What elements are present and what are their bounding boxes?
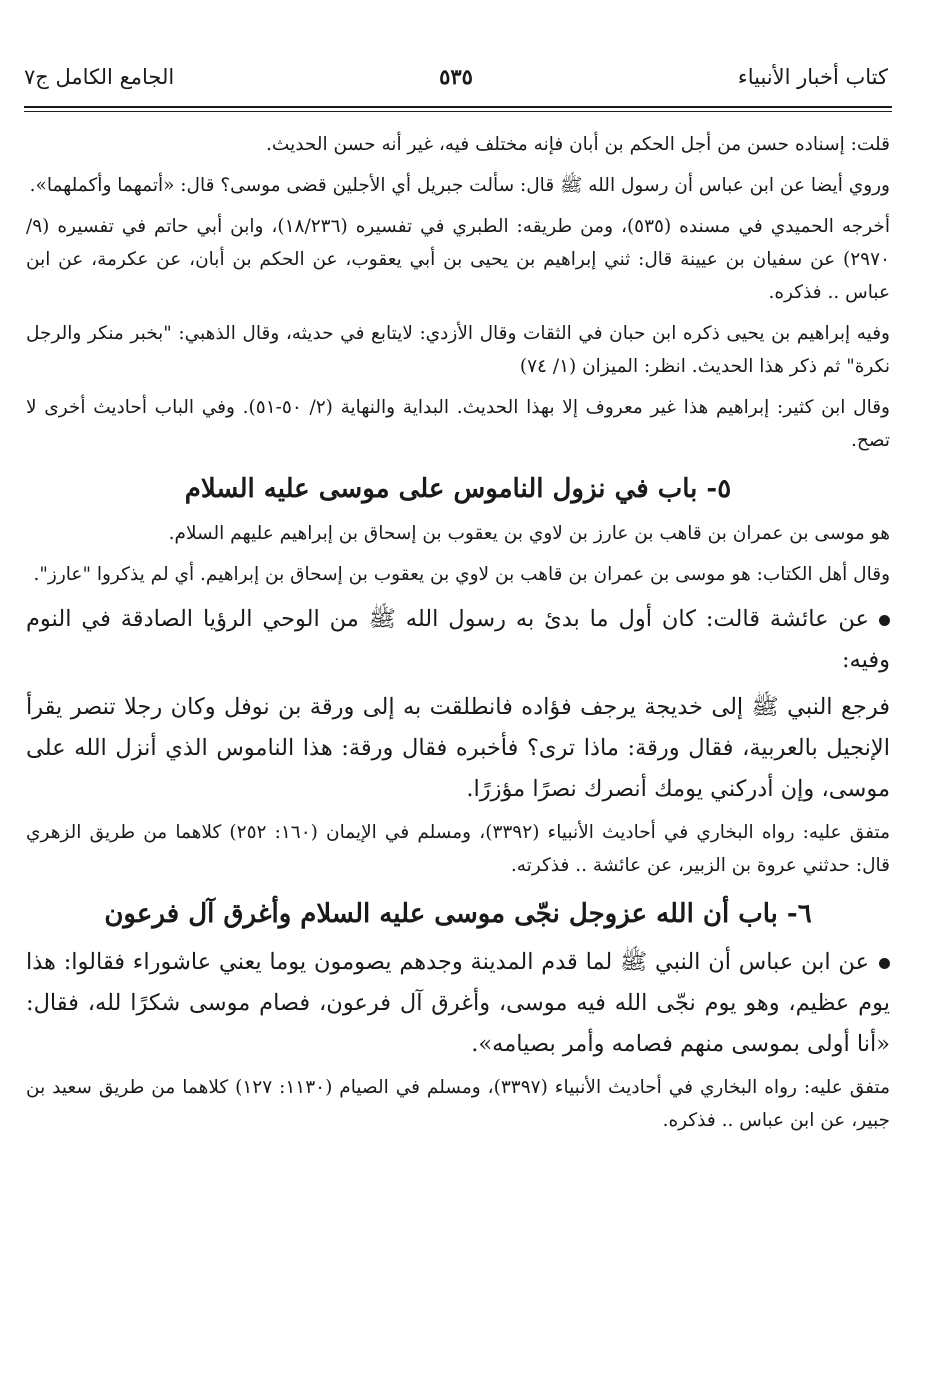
hadith-text: عن ابن عباس أن النبي ﷺ لما قدم المدينة وجدهم يصومون يوما يعني عاشوراء فقالوا: هذا يوم عظيم، وهو يوم نجّى الله فيه موسى، وأغرق آل فرعون، فصام موسى شكرًا لله، فقال: «أنا أولى بموسى منهم فصامه وأمر بصيامه». (26, 949, 890, 1057)
bullet-icon (879, 958, 890, 969)
commentary-paragraph: قلت: إسناده حسن من أجل الحكم بن أبان فإنه مختلف فيه، غير أنه حسن الحديث. (266, 134, 890, 155)
commentary-paragraph: وقال ابن كثير: إبراهيم هذا غير معروف إلا بهذا الحديث. البداية والنهاية (٢/ ٥٠-٥١). وفي الباب أحاديث أخرى لا تصح. (26, 397, 890, 451)
page-number: ٥٣٥ (439, 64, 473, 89)
header-rule-thin (24, 111, 892, 112)
lineage-paragraph: وقال أهل الكتاب: هو موسى بن عمران بن قاهب بن لاوي بن يعقوب بن إسحاق بن إبراهيم. أي لم يذكروا "عارز". (33, 564, 890, 585)
hadith-paragraph (26, 942, 890, 1065)
hadith-paragraph (26, 599, 890, 681)
hadith-paragraph: فرجع النبي ﷺ إلى خديجة يرجف فؤاده فانطلقت به إلى ورقة بن نوفل وكان رجلا تنصر يقرأ الإنجيل بالعربية، فقال ورقة: ماذا ترى؟ فأخبره فقال ورقة: هذا الناموس الذي أنزل الله على موسى، وإن أدركني يومك أنصرك نصرًا مؤزرًا. (26, 694, 890, 802)
takhrij-paragraph: أخرجه الحميدي في مسنده (٥٣٥)، ومن طريقه: الطبري في تفسيره (١٨/٢٣٦)، وابن أبي حاتم في تفسيره (٩/ ٢٩٧٠) عن سفيان بن عيينة قال: ثني إبراهيم بن يحيى بن أبي يعقوب، عن الحكم بن أبان، عن عكرمة، عن ابن عباس .. فذكره. (26, 216, 890, 303)
takhrij-paragraph: متفق عليه: رواه البخاري في أحاديث الأنبياء (٣٣٩٢)، ومسلم في الإيمان (١٦٠: ٢٥٢) كلاهما من طريق الزهري قال: حدثني عروة بن الزبير، عن عائشة .. فذكرته. (26, 822, 890, 876)
book-title: كتاب أخبار الأنبياء (737, 65, 888, 89)
series-title: الجامع الكامل ج٧ (24, 65, 175, 89)
hadith-text: عن عائشة قالت: كان أول ما بدئ به رسول الله ﷺ من الوحي الرؤيا الصادقة في النوم وفيه: (26, 606, 890, 673)
narration-paragraph: وروي أيضا عن ابن عباس أن رسول الله ﷺ قال: سألت جبريل أي الأجلين قضى موسى؟ قال: «أتمهما وأكملهما». (29, 175, 890, 196)
bullet-icon (879, 615, 890, 626)
running-header (24, 62, 888, 102)
chapter-heading: ٦- باب أن الله عزوجل نجّى موسى عليه السلام وأغرق آل فرعون (104, 899, 812, 929)
page-body (26, 128, 890, 1145)
takhrij-paragraph: متفق عليه: رواه البخاري في أحاديث الأنبياء (٣٣٩٧)، ومسلم في الصيام (١١٣٠: ١٢٧) كلاهما من طريق سعيد بن جبير، عن ابن عباس .. فذكره. (26, 1077, 891, 1131)
lineage-paragraph: هو موسى بن عمران بن قاهب بن عارز بن لاوي بن يعقوب بن إسحاق بن إبراهيم عليهم السلام. (168, 523, 890, 544)
chapter-heading: ٥- باب في نزول الناموس على موسى عليه السلام (184, 474, 732, 504)
header-rule-thick (24, 106, 892, 108)
commentary-paragraph: وفيه إبراهيم بن يحيى ذكره ابن حبان في الثقات وقال الأزدي: لايتابع في حديثه، وقال الذهبي: "بخبر منكر والرجل نكرة" ثم ذكر هذا الحديث. انظر: الميزان (١/ ٧٤) (26, 323, 890, 377)
